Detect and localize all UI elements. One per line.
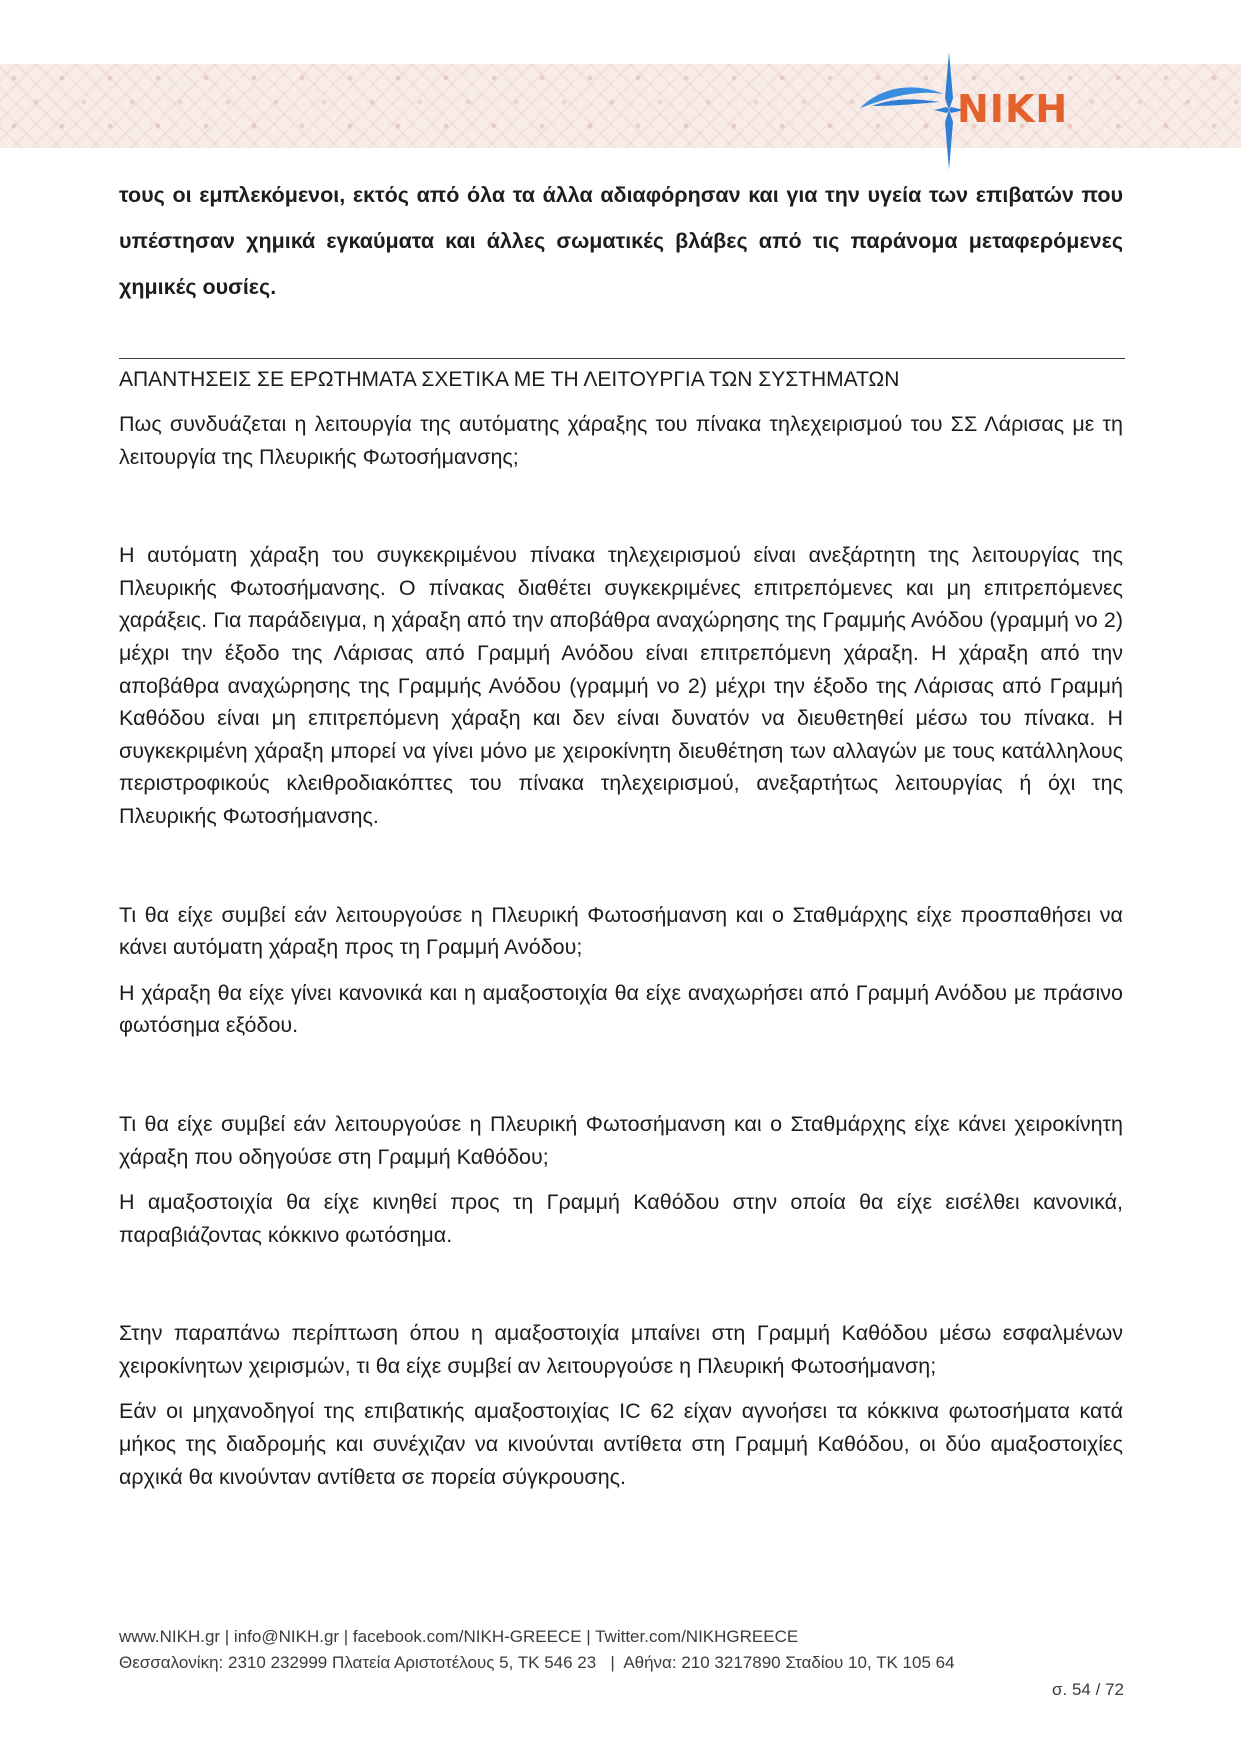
footer-addresses: Θεσσαλονίκη: 2310 232999 Πλατεία Αριστοτέλους 5, ΤΚ 546 23 | Αθήνα: 210 3217890 Σταδίου 10, ΤΚ 105 64 xyxy=(119,1653,955,1672)
answer-4: Εάν οι μηχανοδηγοί της επιβατικής αμαξοστοιχίας IC 62 είχαν αγνοήσει τα κόκκινα φωτοσήματα κατά μήκος της διαδρομής και συνέχιζαν να κινούνται αντίθετα στη Γραμμή Καθόδου, οι δύο αμαξοστοιχίες αρχικά θα κινούνταν αντίθετα σε πορεία σύγκρουσης. xyxy=(119,1399,1123,1489)
page-footer xyxy=(119,1624,955,1676)
section-heading: ΑΠΑΝΤΗΣΕΙΣ ΣΕ ΕΡΩΤΗΜΑΤΑ ΣΧΕΤΙΚΑ ΜΕ ΤΗ ΛΕΙΤΟΥΡΓΙΑ ΤΩΝ ΣΥΣΤΗΜΑΤΩΝ xyxy=(119,368,900,391)
question-1: Πως συνδυάζεται η λειτουργία της αυτόματης χάραξης του πίνακα τηλεχειρισμού του ΣΣ Λάρισας με τη λειτουργία της Πλευρικής Φωτοσήμανσης; xyxy=(119,412,1123,469)
logo-wordmark: NIKH xyxy=(957,87,1069,131)
intro-paragraph: τους οι εμπλεκόμενοι, εκτός από όλα τα άλλα αδιαφόρησαν και για την υγεία των επιβατών που υπέστησαν χημικά εγκαύματα και άλλες σωματικές βλάβες από τις παράνομα μεταφερόμενες χημικές ουσίες. xyxy=(119,183,1123,299)
question-3: Τι θα είχε συμβεί εάν λειτουργούσε η Πλευρική Φωτοσήμανση και ο Σταθμάρχης είχε κάνει χειροκίνητη χάραξη που οδηγούσε στη Γραμμή Καθόδου; xyxy=(119,1111,1123,1169)
nikh-logo xyxy=(852,52,1092,172)
answer-1: Η αυτόματη χάραξη του συγκεκριμένου πίνακα τηλεχειρισμού είναι ανεξάρτητη της λειτουργίας της Πλευρικής Φωτοσήμανσης. Ο πίνακας διαθέτει συγκεκριμένες επιτρεπόμενες και μη επιτρεπόμενες χαράξεις. Για παράδειγμα, η χάραξη από την αποβάθρα αναχώρησης της Γραμμής Ανόδου (γραμμή νο 2) μέχρι την έξοδο της Λάρισας από Γραμμή Ανόδου είναι επιτρεπόμενη χάραξη. Η χάραξη από την αποβάθρα αναχώρησης της Γραμμής Ανόδου (γραμμή νο 2) μέχρι την έξοδο της Λάρισας από Γραμμή Καθόδου είναι μη επιτρεπόμενη χάραξη και δεν είναι δυνατόν να διευθετηθεί μέσω του πίνακα. Η συγκεκριμένη χάραξη μπορεί να γίνει μόνο με χειροκίνητη διευθέτηση των αλλαγών με τους κατάλληλους περιστροφικούς κλειθροδιακόπτες του πίνακα τηλεχειρισμού, ανεξαρτήτως λειτουργίας ή όχι της Πλευρικής Φωτοσήμανσης. xyxy=(119,543,1123,828)
answer-2: Η χάραξη θα είχε γίνει κανονικά και η αμαξοστοιχία θα είχε αναχωρήσει από Γραμμή Ανόδου με πράσινο φωτόσημα εξόδου. xyxy=(119,980,1123,1038)
question-2: Τι θα είχε συμβεί εάν λειτουργούσε η Πλευρική Φωτοσήμανση και ο Σταθμάρχης είχε προσπαθήσει να κάνει αυτόματη χάραξη προς τη Γραμμή Ανόδου; xyxy=(119,902,1123,960)
document-body xyxy=(119,172,1123,1493)
page-number: σ. 54 / 72 xyxy=(1052,1680,1124,1699)
question-4: Στην παραπάνω περίπτωση όπου η αμαξοστοιχία μπαίνει στη Γραμμή Καθόδου μέσω εσφαλμένων χειροκίνητων χειρισμών, τι θα είχε συμβεί αν λειτουργούσε η Πλευρική Φωτοσήμανση; xyxy=(119,1321,1123,1378)
answer-3: Η αμαξοστοιχία θα είχε κινηθεί προς τη Γραμμή Καθόδου στην οποία θα είχε εισέλθει κανονικά, παραβιάζοντας κόκκινο φωτόσημα. xyxy=(119,1190,1123,1247)
section-divider xyxy=(119,358,1125,359)
footer-contact-links: www.NIKH.gr | info@NIKH.gr | facebook.com/NIKH-GREECE | Twitter.com/NIKHGREECE xyxy=(119,1627,799,1646)
